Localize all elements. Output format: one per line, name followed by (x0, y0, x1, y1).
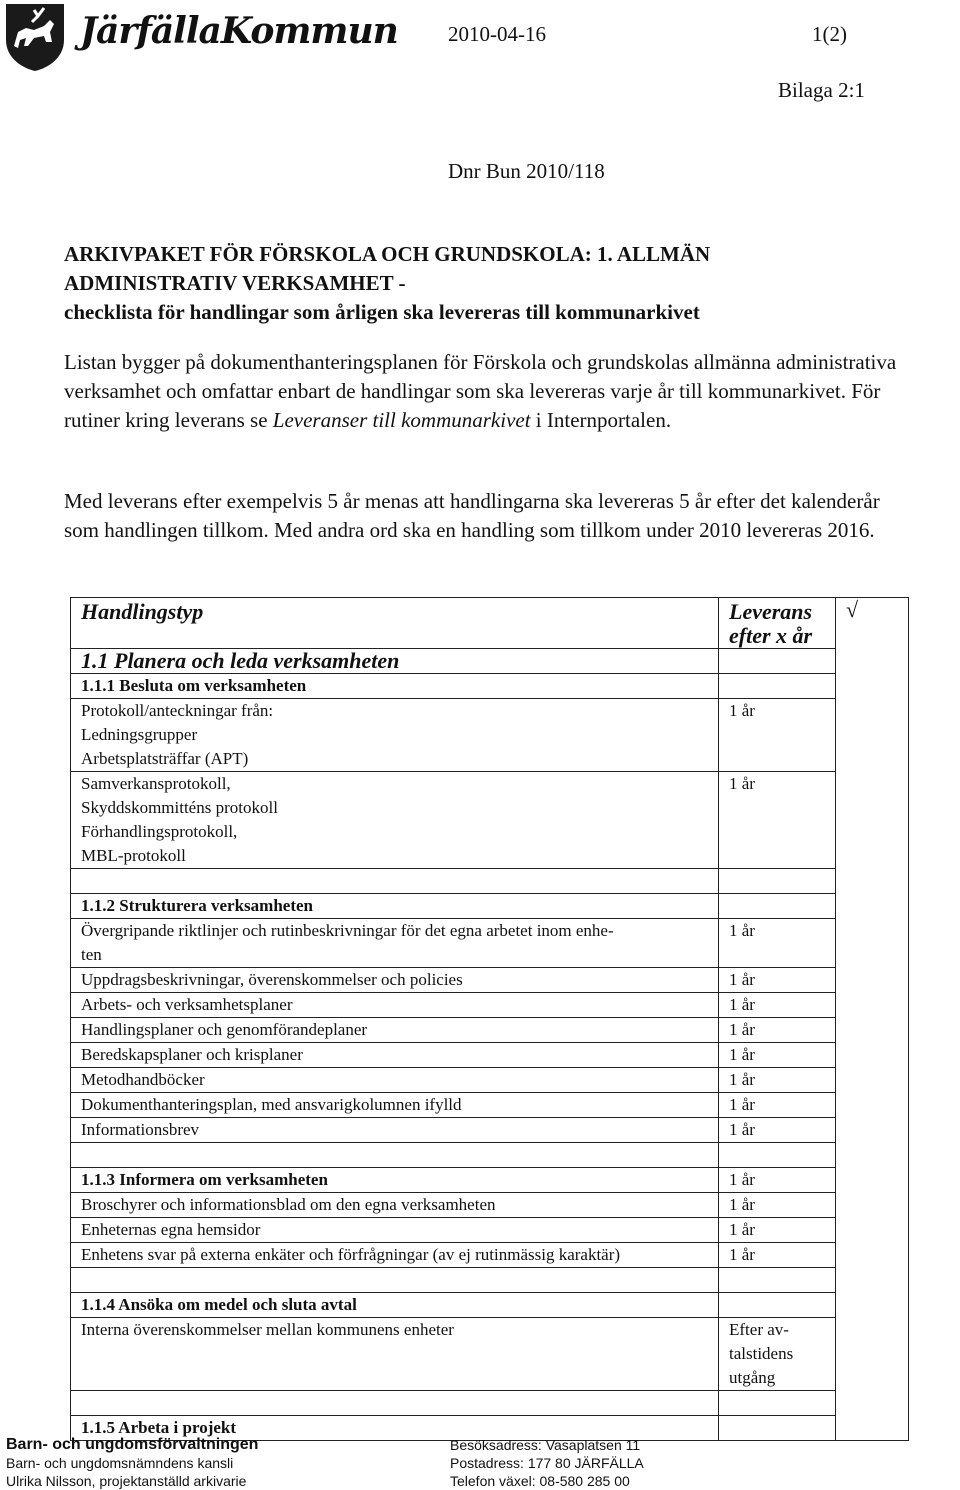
document-type-cell (71, 1043, 719, 1068)
delivery-explanation: Med leverans efter exempelvis 5 år menas att handlingarna ska levereras 5 år efter det kalenderår som handlingen tillkom. Med andra ord ska en handling som tillkom under 2010 levereras 2016. (64, 489, 880, 542)
intranet-reference: Leveranser till kommunarkivet (272, 408, 531, 432)
document-type-line: Uppdragsbeskrivningar, överenskommelser och policies (81, 970, 463, 989)
table-row (71, 1193, 909, 1218)
delivery-cell: 1 år (719, 1043, 836, 1068)
intro-paragraph (64, 348, 904, 435)
title-line-3: checklista för handlingar som årligen ska levereras till kommunarkivet (64, 300, 700, 324)
document-type-cell (71, 968, 719, 993)
spacer-cell (71, 1143, 719, 1168)
delivery-cell: 1 år (719, 1068, 836, 1093)
footer-department: Barn- och ungdomsnämndens kansli (6, 1455, 234, 1471)
document-type-line: Enhetens svar på externa enkäter och förfrågningar (av ej rutinmässig karaktär) (81, 1245, 621, 1264)
header-delivery-b: efter x år (729, 623, 813, 648)
document-type-line: Informationsbrev (81, 1120, 200, 1139)
document-type-cell (71, 1118, 719, 1143)
spacer-cell (719, 1391, 836, 1416)
document-type-line: Interna överenskommelser mellan kommunens enheter (81, 1320, 454, 1339)
spacer-cell (719, 1268, 836, 1293)
document-type-line: Handlingsplaner och genomförandeplaner (81, 1020, 368, 1039)
delivery-cell: 1 år (719, 919, 836, 968)
table-row (71, 1093, 909, 1118)
group-heading-row (71, 1168, 909, 1193)
footer-organization: Barn- och ungdomsförvaltningen (6, 1436, 259, 1453)
group-heading: 1.1.3 Informera om verksamheten (71, 1168, 719, 1193)
document-type-line: Beredskapsplaner och krisplaner (81, 1045, 303, 1064)
document-type-line: Metodhandböcker (81, 1070, 205, 1089)
document-type-line: Arbetsplatsträffar (APT) (81, 749, 249, 768)
intro-text-end: i Internportalen. (530, 408, 672, 432)
delivery-cell: 1 år (719, 1243, 836, 1268)
delivery-cell: 1 år (719, 993, 836, 1018)
group-heading-row (71, 1293, 909, 1318)
footer-left (6, 1436, 258, 1490)
table-row (71, 1068, 909, 1093)
spacer-row (71, 1143, 909, 1168)
document-type-cell (71, 1193, 719, 1218)
intro-text: Listan bygger på dokumenthanteringsplanen för Förskola och grundskolas allmänna administrativa verksamhet och omfattar enbart de handlingar som ska levereras varje år till kommunarkivet. För rutiner kring leverans se (64, 350, 897, 432)
spacer-cell (719, 1143, 836, 1168)
document-type-line: Ledningsgrupper (81, 725, 198, 744)
checkmark-icon: √ (846, 597, 859, 622)
table-row (71, 1318, 909, 1391)
group-heading: 1.1.2 Strukturera verksamheten (71, 894, 719, 919)
group-heading-delivery (719, 1416, 836, 1441)
group-heading: 1.1.5 Arbeta i projekt (71, 1416, 719, 1441)
delivery-cell: 1 år (719, 1018, 836, 1043)
group-heading: 1.1.1 Besluta om verksamheten (71, 674, 719, 699)
delivery-cell: 1 år (719, 1193, 836, 1218)
table-row (71, 1218, 909, 1243)
document-type-line: Protokoll/anteckningar från: (81, 701, 274, 720)
title-line-2: ADMINISTRATIV VERKSAMHET - (64, 271, 406, 295)
section-delivery-cell (719, 649, 836, 674)
delivery-cell: 1 år (719, 772, 836, 869)
group-heading-row (71, 674, 909, 699)
spacer-cell (71, 1391, 719, 1416)
document-type-line: Förhandlingsprotokoll, (81, 822, 238, 841)
header-delivery (719, 598, 836, 649)
document-date: 2010-04-16 (448, 22, 546, 46)
header-document-type: Handlingstyp (71, 598, 719, 649)
document-type-cell (71, 772, 719, 869)
document-type-line: Dokumenthanteringsplan, med ansvarigkolumnen ifylld (81, 1095, 462, 1114)
document-type-cell (71, 1093, 719, 1118)
document-type-cell (71, 1068, 719, 1093)
spacer-row (71, 869, 909, 894)
section-title: 1.1 Planera och leda verksamheten (71, 649, 719, 674)
table-row (71, 968, 909, 993)
title-line-1: ARKIVPAKET FÖR FÖRSKOLA OCH GRUNDSKOLA: 1. ALLMÄN (64, 242, 711, 266)
table-row (71, 699, 909, 772)
table-row (71, 993, 909, 1018)
document-type-cell (71, 993, 719, 1018)
registration-number: Dnr Bun 2010/118 (448, 159, 605, 183)
group-heading-delivery (719, 674, 836, 699)
table-header-row (71, 598, 909, 649)
header-delivery-a: Leverans (729, 599, 813, 624)
document-type-line: ten (81, 945, 102, 964)
table-row (71, 1118, 909, 1143)
footer-visiting-address: Besöksadress: Vasaplatsen 11 (450, 1437, 641, 1453)
document-type-line: Arbets- och verksamhetsplaner (81, 995, 293, 1014)
footer-postal-address: Postadress: 177 80 JÄRFÄLLA (450, 1455, 644, 1471)
document-type-cell (71, 1318, 719, 1391)
delivery-cell: 1 år (719, 968, 836, 993)
delivery-cell: 1 år (719, 1093, 836, 1118)
checklist-table (70, 597, 909, 1441)
page-number: 1(2) (812, 22, 847, 46)
delivery-line: utgång (729, 1368, 776, 1387)
document-type-line: Samverkansprotokoll, (81, 774, 231, 793)
delivery-cell: 1 år (719, 1118, 836, 1143)
group-heading-delivery (719, 894, 836, 919)
document-type-cell (71, 699, 719, 772)
footer-right (450, 1436, 644, 1490)
table-row (71, 1018, 909, 1043)
delivery-line: talstidens (729, 1344, 794, 1363)
document-type-line: Skyddskommitténs protokoll (81, 798, 278, 817)
coat-of-arms-logo (4, 2, 66, 72)
document-type-cell (71, 919, 719, 968)
spacer-cell (71, 869, 719, 894)
document-type-line: Broschyrer och informationsblad om den egna verksamheten (81, 1195, 496, 1214)
footer-phone: Telefon växel: 08-580 285 00 (450, 1473, 630, 1489)
footer-contact-person: Ulrika Nilsson, projektanställd arkivarie (6, 1473, 247, 1489)
document-type-line: Enheternas egna hemsidor (81, 1220, 261, 1239)
municipality-wordmark: JärfällaKommun (80, 10, 398, 52)
delivery-line: Efter av- (729, 1320, 789, 1339)
spacer-row (71, 1268, 909, 1293)
table-row (71, 1043, 909, 1068)
table-row (71, 919, 909, 968)
spacer-cell (71, 1268, 719, 1293)
spacer-cell (719, 869, 836, 894)
document-title (64, 240, 904, 327)
document-type-cell (71, 1218, 719, 1243)
delivery-cell: 1 år (719, 1218, 836, 1243)
document-type-line: MBL-protokoll (81, 846, 186, 865)
document-type-line: Övergripande riktlinjer och rutinbeskrivningar för det egna arbetet inom enhe- (81, 921, 614, 940)
group-heading-delivery: 1 år (719, 1168, 836, 1193)
spacer-row (71, 1391, 909, 1416)
section-row (71, 649, 909, 674)
delivery-cell (719, 1318, 836, 1391)
document-type-cell (71, 1243, 719, 1268)
table-row (71, 1243, 909, 1268)
group-heading-delivery (719, 1293, 836, 1318)
group-heading-row (71, 894, 909, 919)
header-check-column (836, 598, 909, 1441)
delivery-cell: 1 år (719, 699, 836, 772)
group-heading: 1.1.4 Ansöka om medel och sluta avtal (71, 1293, 719, 1318)
appendix-label: Bilaga 2:1 (778, 78, 865, 102)
checklist-body (71, 598, 909, 1441)
table-row (71, 772, 909, 869)
document-type-cell (71, 1018, 719, 1043)
